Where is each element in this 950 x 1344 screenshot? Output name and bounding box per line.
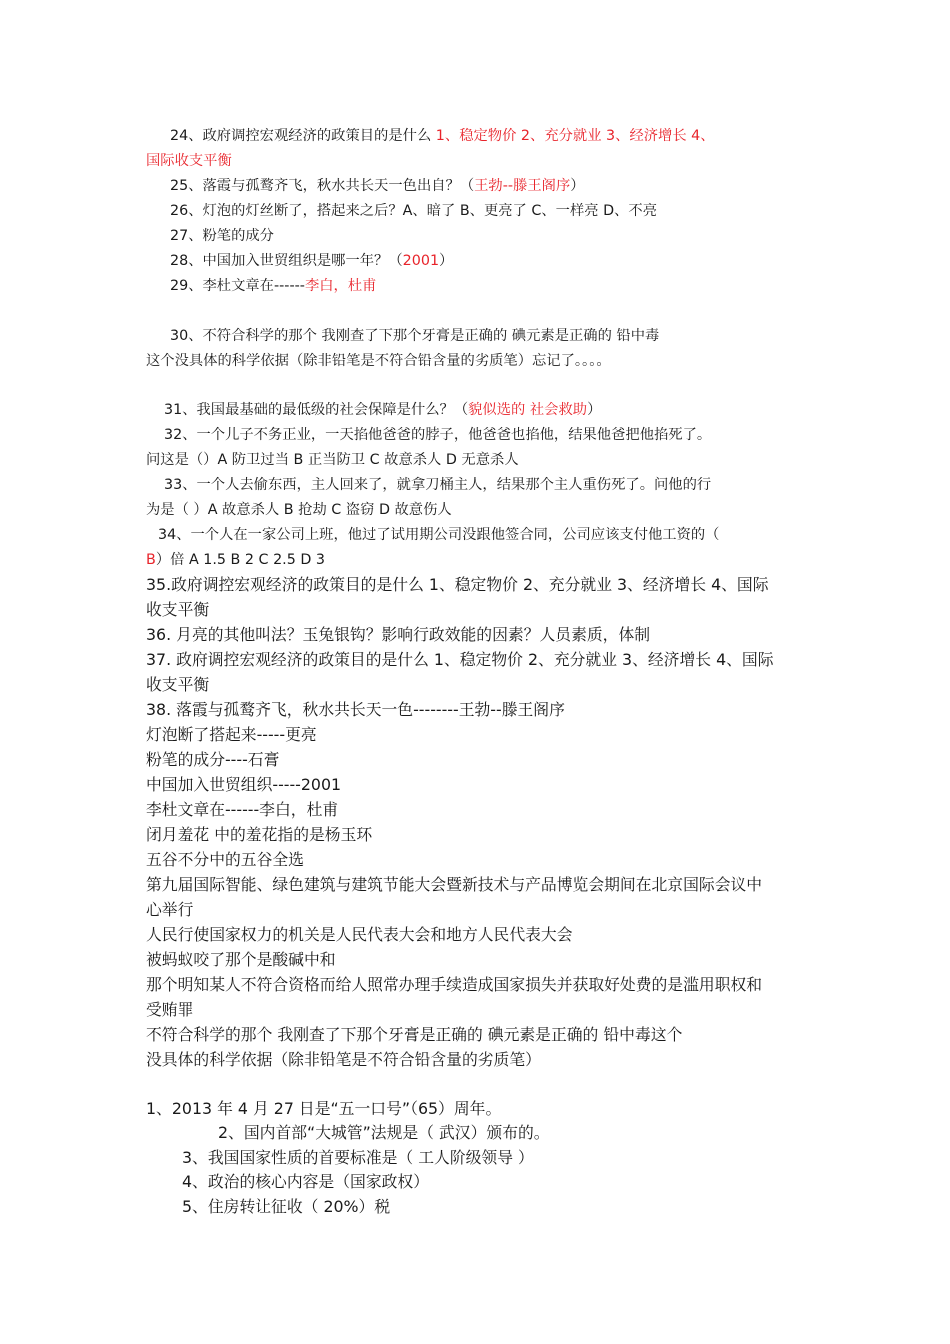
quiz-item-1: 1、2013 年 4 月 27 日是“五一口号”（65）周年。 [146,1099,502,1118]
line-npc: 人民行使国家权力的机关是人民代表大会和地方人民代表大会 [146,925,573,944]
line-science: 不符合科学的那个 我刚查了下那个牙膏是正确的 碘元素是正确的 铅中毒这个 [146,1025,683,1044]
line-33-cont: 为是（ ）A 故意杀人 B 抢劫 C 盗窃 D 故意伤人 [146,502,452,518]
line-30-cont: 这个没具体的科学依据（除非铅笔是不符合铅含量的劣质笔）忘记了。。。。 [146,353,611,369]
line-bulb: 灯泡断了搭起来-----更亮 [146,725,317,744]
line-33: 33、一个人去偷东西，主人回来了，就拿刀桶主人，结果那个主人重伤死了。问他的行 [164,477,712,493]
line-32-cont: 问这是（）A 防卫过当 B 正当防卫 C 故意杀人 D 无意杀人 [146,452,519,468]
line-lidu: 李杜文章在------李白，杜甫 [146,800,339,819]
line-32: 32、一个儿子不务正业，一天掐他爸爸的脖子，他爸爸也掐他，结果他爸把他掐死了。 [164,427,712,443]
line-26: 26、灯泡的灯丝断了，搭起来之后？A、暗了 B、更亮了 C、一样亮 D、不亮 [170,203,658,219]
line-28: 28、中国加入世贸组织是哪一年？（2001） [170,253,454,269]
line-34: 34、一个人在一家公司上班，他过了试用期公司没跟他签合同，公司应该支付他工资的（ [158,527,720,543]
line-38: 38. 落霞与孤鹜齐飞，秋水共长天一色--------王勃--滕王阁序 [146,700,565,719]
line-xiuhua: 闭月羞花 中的羞花指的是杨玉环 [146,825,373,844]
line-35-cont: 收支平衡 [146,600,210,619]
line-chalk: 粉笔的成分----石膏 [146,750,280,769]
line-wto: 中国加入世贸组织-----2001 [146,775,342,794]
line-ant: 被蚂蚁咬了那个是酸碱中和 [146,950,336,969]
line-wugu: 五谷不分中的五谷全选 [146,850,304,869]
line-24: 24、政府调控宏观经济的政策目的是什么 1、稳定物价 2、充分就业 3、经济增长 4、 [170,128,715,144]
line-37-cont: 收支平衡 [146,675,210,694]
line-37: 37. 政府调控宏观经济的政策目的是什么 1、稳定物价 2、充分就业 3、经济增长 4、国际 [146,650,774,669]
quiz-item-3: 3、我国国家性质的首要标准是（ 工人阶级领导 ） [182,1148,534,1167]
line-24-cont: 国际收支平衡 [146,153,232,169]
line-conference: 第九届国际智能、绿色建筑与建筑节能大会暨新技术与产品博览会期间在北京国际会议中 [146,875,763,894]
line-31: 31、我国最基础的最低级的社会保障是什么？（貌似选的 社会救助） [164,402,602,418]
line-science-cont: 没具体的科学依据（除非铅笔是不符合铅含量的劣质笔） [146,1050,541,1069]
line-36: 36. 月亮的其他叫法？玉兔银钩？影响行政效能的因素？人员素质，体制 [146,625,651,644]
line-25: 25、落霞与孤鹜齐飞，秋水共长天一色出自？（王勃--滕王阁序） [170,178,585,194]
line-abuse: 那个明知某人不符合资格而给人照常办理手续造成国家损失并获取好处费的是滥用职权和 [146,975,763,994]
quiz-item-2: 2、国内首部“大城管”法规是（ 武汉）颁布的。 [218,1123,550,1142]
line-29: 29、李杜文章在------李白，杜甫 [170,278,377,294]
quiz-item-4: 4、政治的核心内容是（国家政权） [182,1172,430,1191]
line-27: 27、粉笔的成分 [170,228,274,244]
line-34-cont: B）倍 A 1.5 B 2 C 2.5 D 3 [146,552,326,568]
line-abuse-cont: 受贿罪 [146,1000,194,1019]
line-conference-cont: 心举行 [146,900,194,919]
quiz-item-5: 5、住房转让征收（ 20%）税 [182,1197,391,1216]
line-30: 30、不符合科学的那个 我刚查了下那个牙膏是正确的 碘元素是正确的 铅中毒 [170,328,660,344]
line-35: 35.政府调控宏观经济的政策目的是什么 1、稳定物价 2、充分就业 3、经济增长 4、国际 [146,575,769,594]
